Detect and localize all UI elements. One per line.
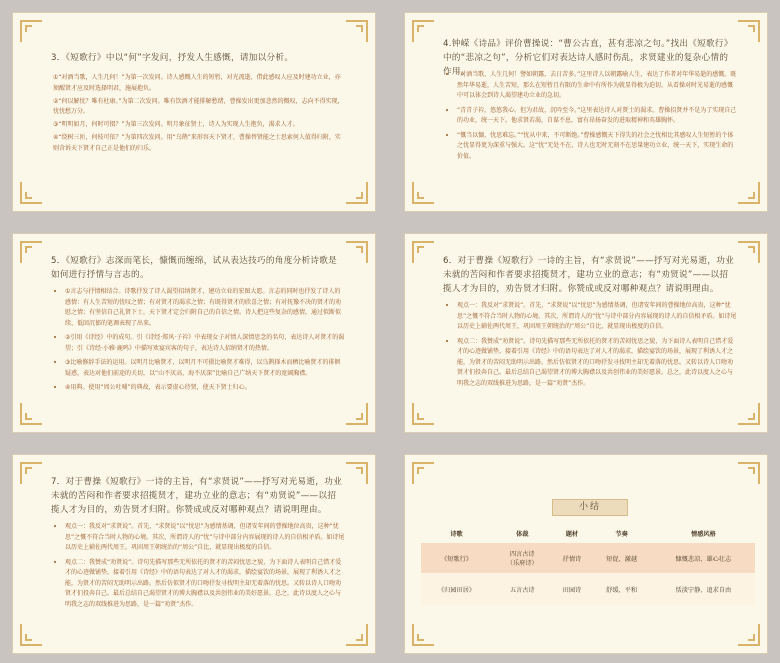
- answer-bullet: • ④用典。使用“周公吐哺”的典故，表示要虚心待贤，使天下贤士归心。: [65, 382, 345, 394]
- answer-bullet: • 观点一：我反对“求贤说”。首先，“求贤说”以“忧思”为感情基调，但诸安年间的曹操地位高贵，这种“忧思”之慨不符合当时人物的心境。其次，所谓诗人的“忧”与诗中部分内容展现的诗人的自信相矛盾。如诗尾以历史上辅佐两代周王，巩固周王朝统治的“周公”自比，就显现出极度的自信。: [65, 521, 345, 554]
- answer-block: [53, 521, 345, 613]
- corner-ornament: [738, 241, 760, 263]
- table-cell: 五言古诗: [492, 573, 552, 605]
- answer-bullet: • “青青子衿，悠悠我心。但为君故，沉吟至今。”这里表达诗人对贤士的渴求。曹操招贤并不是为了实现自己的功业，统一天下。他求贤若渴，自谋不息，富有昂扬奋发的进取精神和英雄胸怀。: [457, 105, 737, 127]
- table-cell: 舒缓、平和: [591, 573, 651, 605]
- corner-ornament: [412, 624, 434, 646]
- table-header-row: [421, 523, 755, 543]
- slide-card-4[interactable]: [404, 12, 768, 212]
- corner-ornament: [20, 20, 42, 42]
- answer-paragraph: ③“明明如月，何时可掇？”为第三次发问。明月象征贤士，诗人为实现人生抱负，渴求人才。: [53, 121, 299, 128]
- question-text: 7．对于曹操《短歌行》一诗的主旨，有“求贤说”——抒写对光易逝，功业未就的苦闷和作者要求招揽贤才，建功立业的意志；有“劝贤说”——以招揽人才为目的，劝告贤才归附。你赞成或反对哪种观点？请说明理由。: [51, 477, 342, 515]
- answer-paragraph: ②“何以解忧？唯有杜康。”为第二次发问。唯有饮酒才能排解愁绪，曹操发出更加悲然的慨叹，志向不得实现，忧忧愁万分。: [53, 97, 344, 115]
- table-row: [421, 573, 755, 605]
- answer-bullet: • 观点二：我赞成“劝贤说”。诗句先描写那些无所依托的贤才的苦闷忧思之貌，为下面诗人表明自己惜才爱才的心迹做铺垫。接着引用《诗经》中的语句表达了对人才的渴求，描绘宴饮的场景，展现了利诱人才之能，为贤才的苦闷无助明示出路。然后仿似贤才的口吻抒发寻找明主却无着落的忧思。又转以诗人口吻劝贤才们投奔自己。最后总结自己渴望贤才的博大胸襟以及共创伟业的美好愿景。总之，此诗以度人之心与明我之志的双线推进为思路，是一篇“劝贤”杰作。: [457, 336, 737, 390]
- corner-ornament: [738, 20, 760, 42]
- column-header: 诗歌: [450, 530, 463, 538]
- column-header: 情感风格: [691, 530, 716, 538]
- slide-card-6[interactable]: [404, 233, 768, 433]
- corner-ornament: [738, 462, 760, 484]
- question-text: 4.钟嵘《诗品》评价曹操说：“曹公古直，甚有悲凉之句。”找出《短歌行》中的“悲凉之句”，分析它们对表达诗人感时伤乱，求贤建业的复杂心情的作用。: [443, 39, 733, 77]
- table-cell: 《短歌行》: [421, 543, 492, 573]
- corner-ornament: [738, 182, 760, 204]
- corner-ornament: [346, 403, 368, 425]
- corner-ornament: [346, 462, 368, 484]
- slide-card-3[interactable]: [12, 12, 376, 212]
- answer-paragraph: ④“绕树三匝，何枝可依？”为第四次发问。用“乌鹊”来形容天下贤才，曹操替贤能之士思索何人值得归附，实则含诉天下贤才自己正是他们的归乐。: [53, 134, 341, 152]
- column-header: 体裁: [516, 530, 529, 538]
- question-text: 3．《短歌行》中以“何”字发问，抒发人生感慨，请加以分析。: [51, 53, 294, 63]
- corner-ornament: [412, 403, 434, 425]
- answer-block: [53, 73, 345, 157]
- table-cell: 慷慨悲凉、雄心壮志: [652, 543, 755, 573]
- table-cell: 抒情诗: [552, 543, 591, 573]
- answer-bullet: • 观点二：我赞成“劝贤说”。诗句先描写那些无所依托的贤才的苦闷忧思之貌，为下面诗人表明自己惜才爱才的心迹做铺垫。接着引用《诗经》中的语句表达了对人才的渴求，描绘宴饮的场景，展现了利诱人才之能，为贤才的苦闷无助明示出路。然后仿似贤才的口吻抒发寻找明主却无着落的忧思。又转以诗人口吻劝贤才们投奔自己。最后总结自己渴望贤才的博大胸襟以及共创伟业的美好愿景。总之，此诗以度人之心与明我之志的双线推进为思路，是一篇“劝贤”杰作。: [65, 557, 345, 611]
- question-text: 6．对于曹操《短歌行》一诗的主旨，有“求贤说”——抒写对光易逝，功业未就的苦闷和作者要求招揽贤才，建功立业的意志；有“劝贤说”——以招揽人才为目的，劝告贤才归附。你赞成或反对哪种观点？请说明理由。: [443, 256, 734, 294]
- corner-ornament: [346, 182, 368, 204]
- slide-card-summary[interactable]: [404, 454, 768, 654]
- column-header: 题材: [565, 530, 579, 538]
- slide-card-7[interactable]: [12, 454, 376, 654]
- answer-bullet: • “对酒当歌，人生几何！譬如朝露，去日苦多。”这里诗人以朝露喻人生，表达了作者对年华易逝的感慨。既然年华易逝，人生苦短，那么在短暂且有限的生命中有所作为就显得极为迫切，从看操对时光易逝的感慨中可以体会到诗人渴望建功立业的急切。: [457, 69, 737, 102]
- slide-card-5[interactable]: [12, 233, 376, 433]
- answer-bullet: • ①言志与抒情相结合。诗歌抒发了诗人渴望招纳贤才，建功立业的宏图大愿。言志的同时也抒发了诗人的感情：有人生苦短的忧叹之情；有对贤才的渴求之情；有既得贤才的欣喜之情；有对抚豫不决的贤才的劝慰之情；有坚信自己礼贤下士，天下贤才定会归附自己的自信之情。诗人把这些复杂的感情，通过似断似续、低回沉郁的笔调表现了出来。: [65, 286, 345, 329]
- table-cell: 恬淡宁静、追求自由: [652, 573, 755, 605]
- corner-ornament: [738, 624, 760, 646]
- table-row: [421, 543, 755, 573]
- corner-ornament: [20, 403, 42, 425]
- corner-ornament: [346, 624, 368, 646]
- corner-ornament: [412, 20, 434, 42]
- answer-bullet: • ③比喻修辞手法的运用。以明月比喻贤才，以明月不可摄比喻贤才难得，以乌鹊择木而栖比喻贤才的徘徊疑惑，表达对他们前途的关切，以“山不厌高，海不厌深”比喻自己广纳天下贤才的宽阔胸襟。: [65, 357, 345, 379]
- answer-paragraph: ①“对酒当歌，人生几何！”为第一次发问。诗人感慨人生的短暂，对光流逝，借此感叹人应及时建功立业，亦须醒贤才应及时选择明君，施展抱负。: [53, 74, 341, 92]
- table-cell: 《归园田居》: [421, 573, 492, 605]
- answer-block: [53, 286, 345, 397]
- corner-ornament: [412, 182, 434, 204]
- answer-block: [445, 69, 737, 165]
- answer-block: [445, 300, 737, 392]
- corner-ornament: [346, 241, 368, 263]
- corner-ornament: [20, 182, 42, 204]
- column-header: 节奏: [615, 530, 628, 538]
- question-text: 5．《短歌行》志深而笔长，慷慨而缠绵，试从表达技巧的角度分析诗歌是如何进行抒情与言志的。: [51, 256, 338, 280]
- answer-bullet: • “慨当以慷，忧思难忘。”“忧从中来，不可断绝。”曹操感慨天下得失的社会之忧相比其感叹人生短暂的个体之忧显得更为深重与强大。这“忧”无处不在，诗人也无时无刻不在思量建功立业，统一天下，实现生命的价值。: [457, 130, 737, 163]
- table-cell: 四言古诗 （乐府诗）: [492, 543, 552, 573]
- summary-title: 小结: [552, 499, 628, 516]
- corner-ornament: [738, 403, 760, 425]
- table-cell: 田园诗: [552, 573, 591, 605]
- corner-ornament: [412, 462, 434, 484]
- corner-ornament: [412, 241, 434, 263]
- answer-bullet: • 观点一：我反对“求贤说”。首先，“求贤说”以“忧思”为感情基调，但诸安年间的曹操地位高贵，这种“忧思”之慨不符合当时人物的心境。其次，所谓诗人的“忧”与诗中部分内容展现的诗人的自信相矛盾。如诗尾以历史上辅佐两代周王，巩固周王朝统治的“周公”自比，就显现出极度的自信。: [457, 300, 737, 333]
- corner-ornament: [20, 462, 42, 484]
- corner-ornament: [20, 624, 42, 646]
- corner-ornament: [346, 20, 368, 42]
- summary-table: [421, 523, 755, 605]
- answer-bullet: • ②引用《诗经》中的成句。引《诗经·郑风·子衿》中表现女子对情人深情思念的名句，表达诗人对贤才的渴望；引《诗经·小雅·鹿鸣》中描写欢宴宾客的句子，表达诗人招纳贤才的热情。: [65, 332, 345, 354]
- table-cell: 短促、激越: [591, 543, 651, 573]
- corner-ornament: [20, 241, 42, 263]
